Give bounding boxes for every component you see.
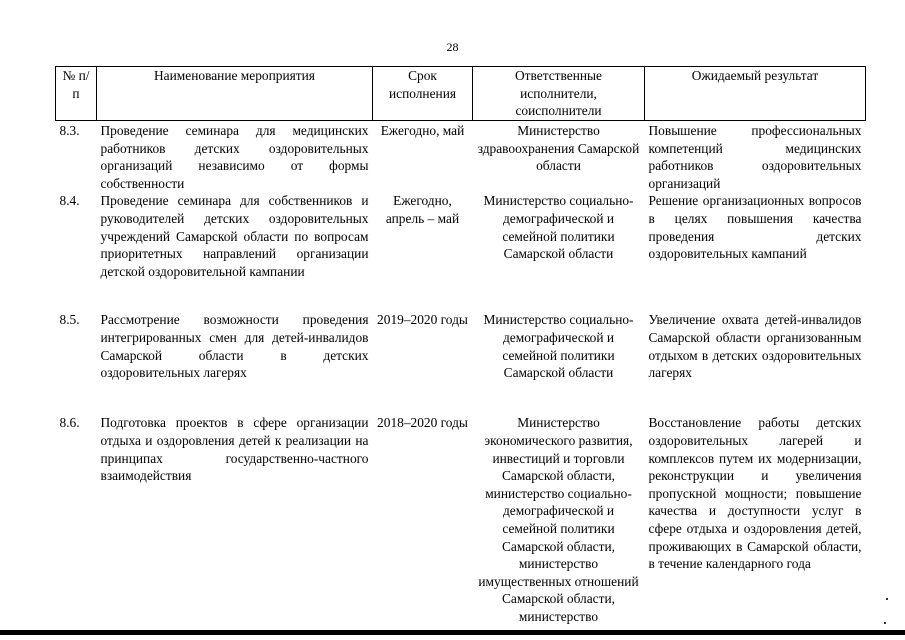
header-num: № п/п	[56, 67, 97, 121]
row-number: 8.6.	[59, 415, 80, 431]
header-result: Ожидаемый результат	[645, 67, 866, 121]
header-term: Срок исполнения	[373, 67, 473, 121]
measure-name: Рассмотрение возможности проведения интегрированных смен для детей-инвалидов Самарской области в детских оздоровительных лагерях	[100, 312, 369, 381]
measure-responsible: Министерство социально-демографической и семейной политики Самарской области	[483, 193, 634, 262]
scan-speck	[884, 622, 886, 624]
table-row	[56, 192, 866, 311]
row-number: 8.4.	[59, 193, 80, 209]
measure-name: Проведение семинара для собственников и руководителей детских оздоровительных учреждений Самарской области по вопросам приоритетных направлений организации детской оздоровительной кампании	[100, 193, 369, 279]
measure-term: 2018–2020 годы	[377, 415, 468, 431]
table-row	[56, 414, 866, 625]
header-name: Наименование мероприятия	[97, 67, 373, 121]
measure-responsible: Министерство экономического развития, инвестиций и торговли Самарской области, министерство социально-демографической и семейной политики Самарской области, министерство имущественных отношений Самарской области, министерство	[478, 415, 639, 624]
row-number: 8.3.	[59, 123, 80, 138]
measures-table	[55, 66, 866, 626]
table-row	[56, 121, 866, 193]
measure-responsible: Министерство здравоохранения Самарской области	[477, 123, 640, 174]
table-header-row	[56, 67, 866, 121]
scan-speck	[886, 598, 888, 600]
table-row	[56, 311, 866, 414]
measure-result: Восстановление работы детских оздоровительных лагерей и комплексов путем их модернизации, реконструкции и увеличения пропускной мощности; повышение качества и доступности услуг в сфере отдыха и оздоровления детей, проживающих в Самарской области, в течение календарного года	[648, 415, 862, 572]
measure-term: Ежегодно, май	[380, 123, 465, 138]
measure-name: Проведение семинара для медицинских работников детских оздоровительных организаций независимо от формы собственности	[100, 123, 369, 191]
measure-result: Повышение профессиональных компетенций медицинских работников оздоровительных организаций	[648, 123, 862, 191]
measure-result: Решение организационных вопросов в целях повышения качества проведения детских оздоровительных кампаний	[648, 193, 862, 262]
bottom-scan-border	[0, 630, 905, 635]
row-number: 8.5.	[59, 312, 80, 328]
measure-term: 2019–2020 годы	[377, 312, 468, 328]
page-number: 28	[446, 40, 459, 54]
measure-result: Увеличение охвата детей-инвалидов Самарской области организованным отдыхом в детских оздоровительных лагерях	[648, 312, 862, 381]
measure-responsible: Министерство социально-демографической и семейной политики Самарской области	[483, 312, 634, 381]
measure-name: Подготовка проектов в сфере организации отдыха и оздоровления детей к реализации на принципах государственно-частного взаимодействия	[100, 415, 369, 484]
header-responsible: Ответственные исполнители, соисполнители	[473, 67, 645, 121]
measure-term: Ежегодно, апрель – май	[385, 193, 460, 226]
